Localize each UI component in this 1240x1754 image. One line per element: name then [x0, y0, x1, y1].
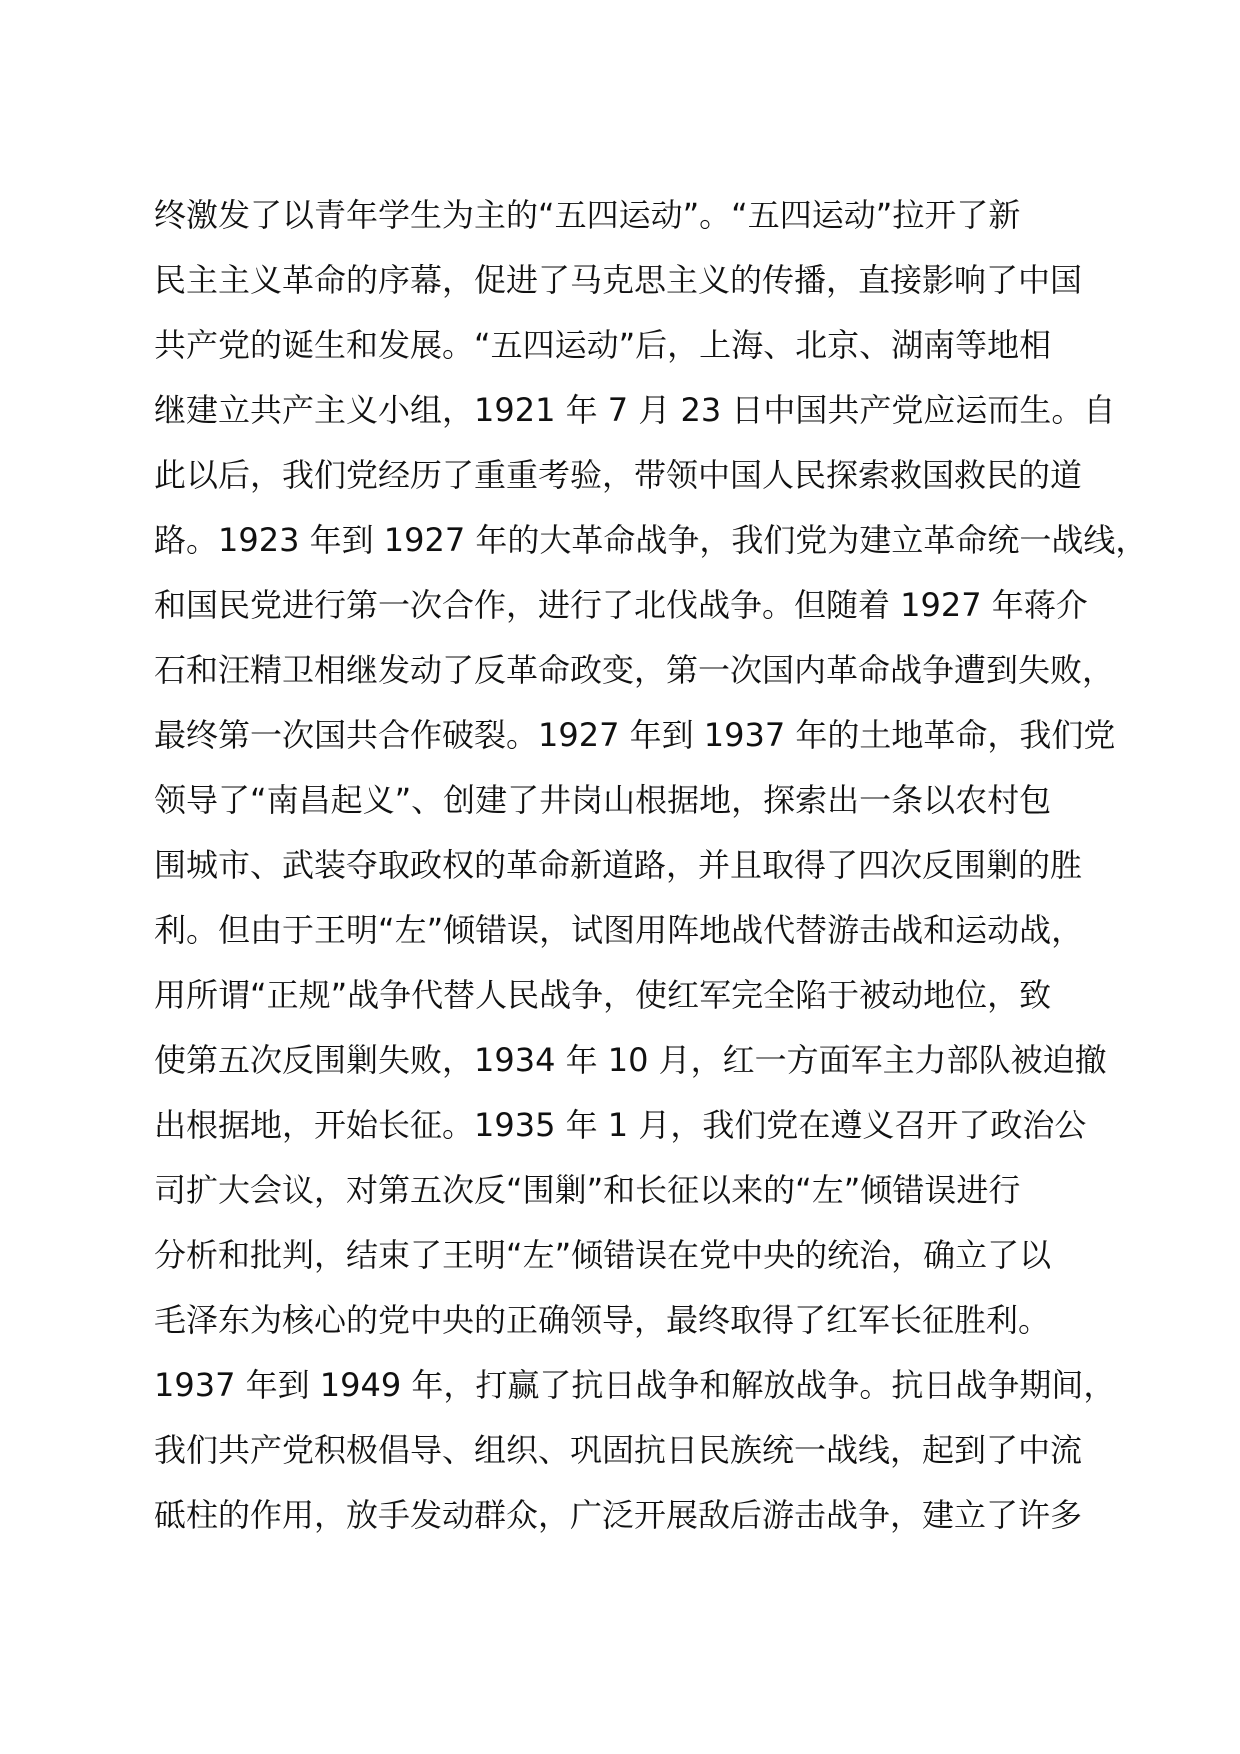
text-line: 终激发了以青年学生为主的“五四运动”。“五四运动”拉开了新	[154, 196, 1021, 234]
text-line: 砥柱的作用，放手发动群众，广泛开展敌后游击战争，建立了许多	[154, 1496, 1083, 1534]
text-line: 出根据地，开始长征。1935 年 1 月，我们党在遵义召开了政治公	[154, 1106, 1087, 1144]
text-line: 领导了“南昌起义”、创建了井岗山根据地，探索出一条以农村包	[154, 781, 1052, 819]
text-line: 民主主义革命的序幕，促进了马克思主义的传播，直接影响了中国	[154, 261, 1083, 299]
text-line: 利。但由于王明“左”倾错误，试图用阵地战代替游击战和运动战，	[154, 911, 1084, 949]
text-line: 毛泽东为核心的党中央的正确领导，最终取得了红军长征胜利。	[154, 1301, 1051, 1339]
text-line: 共产党的诞生和发展。“五四运动”后，上海、北京、湖南等地相	[154, 326, 1052, 364]
text-line: 我们共产党积极倡导、组织、巩固抗日民族统一战线，起到了中流	[154, 1431, 1083, 1469]
text-line: 使第五次反围剿失败，1934 年 10 月，红一方面军主力部队被迫撤	[154, 1041, 1107, 1079]
text-line: 用所谓“正规”战争代替人民战争，使红军完全陷于被动地位，致	[154, 976, 1052, 1014]
text-line: 司扩大会议，对第五次反“围剿”和长征以来的“左”倾错误进行	[154, 1171, 1021, 1209]
text-line: 石和汪精卫相继发动了反革命政变，第一次国内革命战争遭到失败，	[154, 651, 1115, 689]
body-text	[154, 183, 1148, 1548]
text-line: 继建立共产主义小组，1921 年 7 月 23 日中国共产党应运而生。自	[154, 391, 1116, 429]
text-line: 最终第一次国共合作破裂。1927 年到 1937 年的土地革命，我们党	[154, 716, 1116, 754]
text-line: 路。1923 年到 1927 年的大革命战争，我们党为建立革命统一战线，	[154, 521, 1148, 559]
text-line: 分析和批判，结束了王明“左”倾错误在党中央的统治，确立了以	[154, 1236, 1052, 1274]
text-line: 和国民党进行第一次合作，进行了北伐战争。但随着 1927 年蒋介	[154, 586, 1088, 624]
text-line: 此以后，我们党经历了重重考验，带领中国人民探索救国救民的道	[154, 456, 1083, 494]
text-line: 1937 年到 1949 年，打赢了抗日战争和解放战争。抗日战争期间，	[154, 1366, 1116, 1404]
text-line: 围城市、武装夺取政权的革命新道路，并且取得了四次反围剿的胜	[154, 846, 1083, 884]
